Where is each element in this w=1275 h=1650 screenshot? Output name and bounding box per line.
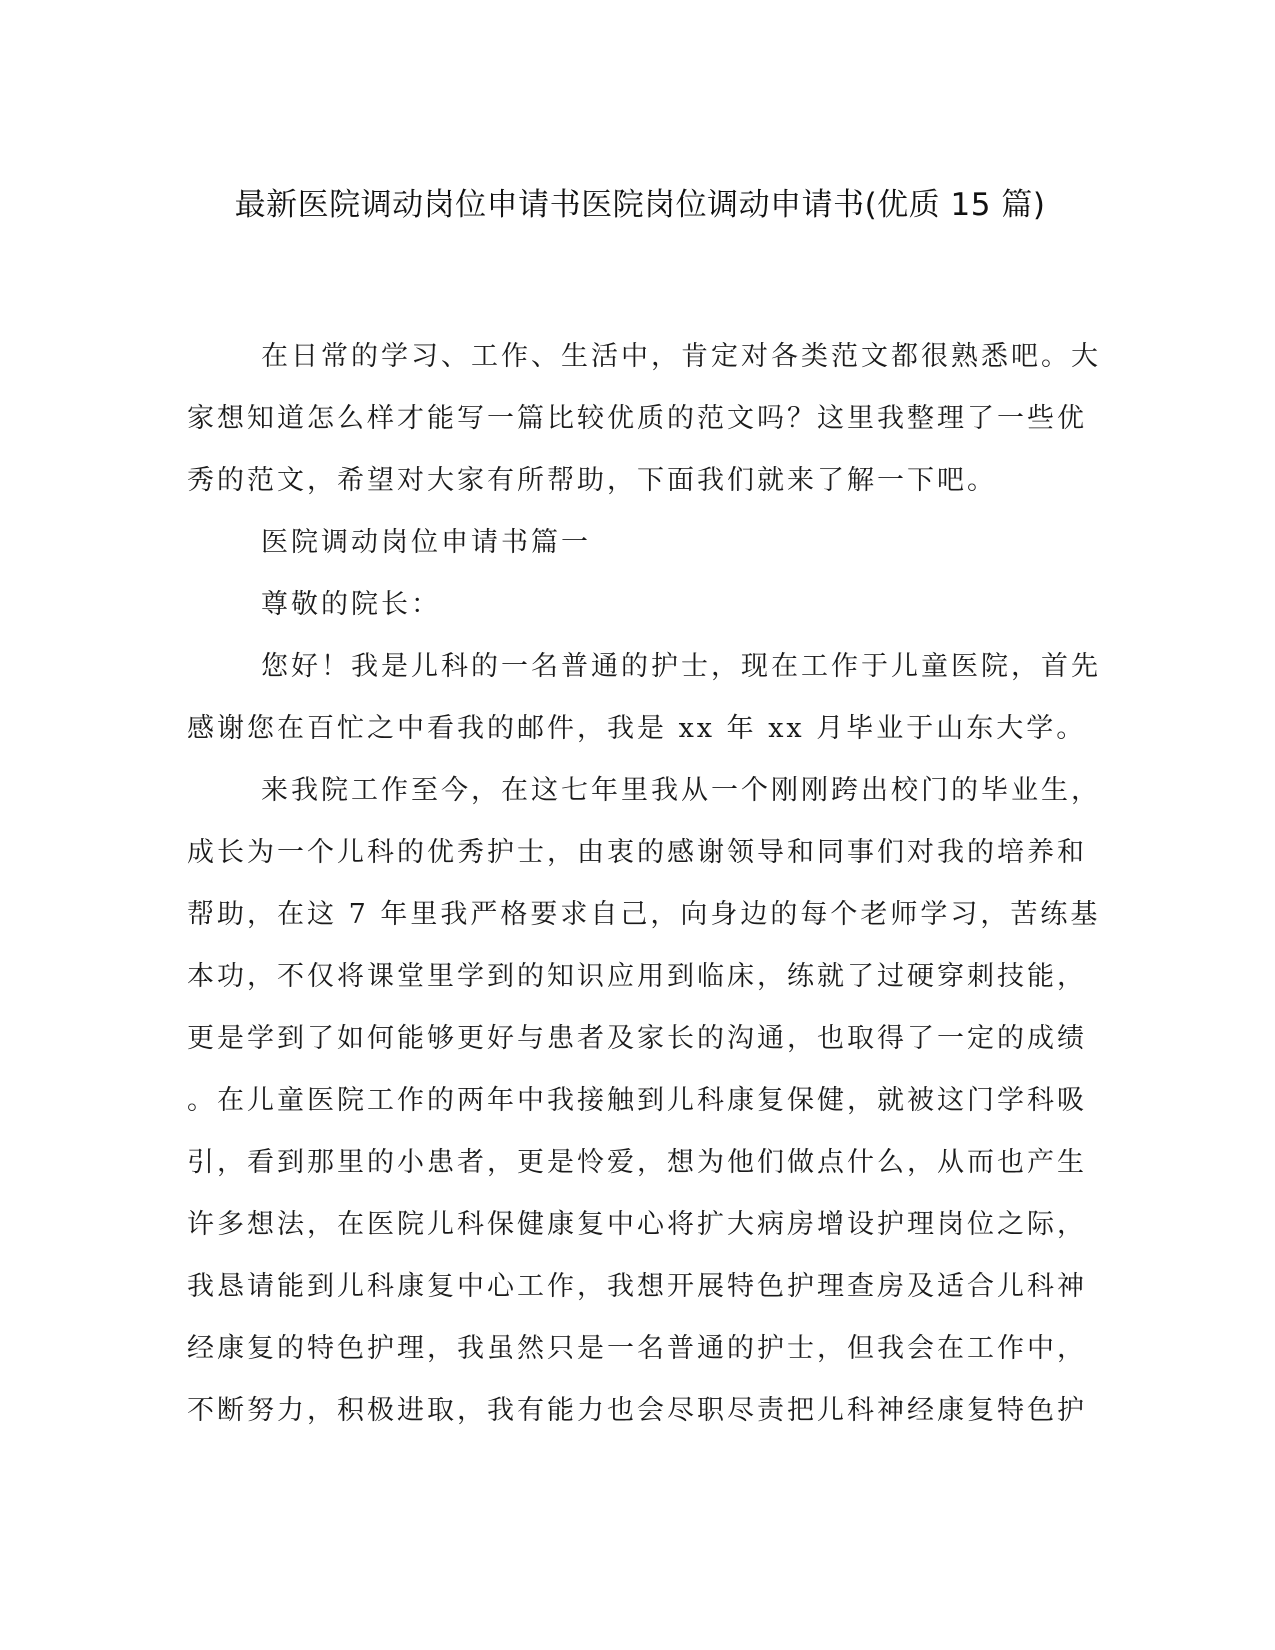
paragraph-line: 许多想法，在医院儿科保健康复中心将扩大病房增设护理岗位之际， (187, 1209, 1087, 1240)
paragraph-line: 感谢您在百忙之中看我的邮件，我是 xx 年 xx 月毕业于山东大学。 (187, 713, 1087, 744)
paragraph-line: 更是学到了如何能够更好与患者及家长的沟通，也取得了一定的成绩 (187, 1023, 1087, 1054)
paragraph-line: 我恳请能到儿科康复中心工作，我想开展特色护理查房及适合儿科神 (187, 1271, 1087, 1302)
document-title: 最新医院调动岗位申请书医院岗位调动申请书(优质 15 篇) (234, 187, 1046, 223)
paragraph-line: 不断努力，积极进取，我有能力也会尽职尽责把儿科神经康复特色护 (187, 1395, 1087, 1426)
paragraph-line: 。在儿童医院工作的两年中我接触到儿科康复保健，就被这门学科吸 (187, 1085, 1087, 1116)
salutation: 尊敬的院长： (261, 589, 441, 620)
paragraph-line: 秀的范文，希望对大家有所帮助，下面我们就来了解一下吧。 (187, 465, 997, 496)
paragraph-line: 来我院工作至今，在这七年里我从一个刚刚跨出校门的毕业生， (261, 775, 1101, 806)
paragraph-line: 引，看到那里的小患者，更是怜爱，想为他们做点什么，从而也产生 (187, 1147, 1087, 1178)
paragraph-line: 您好！我是儿科的一名普通的护士，现在工作于儿童医院，首先 (261, 651, 1101, 682)
paragraph-line: 成长为一个儿科的优秀护士，由衷的感谢领导和同事们对我的培养和 (187, 837, 1087, 868)
paragraph-line: 经康复的特色护理，我虽然只是一名普通的护士，但我会在工作中， (187, 1333, 1087, 1364)
section-heading: 医院调动岗位申请书篇一 (261, 527, 591, 558)
paragraph-line: 家想知道怎么样才能写一篇比较优质的范文吗？这里我整理了一些优 (187, 403, 1087, 434)
document-body (187, 326, 1101, 1442)
paragraph-line: 本功，不仅将课堂里学到的知识应用到临床，练就了过硬穿刺技能， (187, 961, 1087, 992)
paragraph-line: 在日常的学习、工作、生活中，肯定对各类范文都很熟悉吧。大 (261, 341, 1101, 372)
paragraph-line: 帮助，在这 7 年里我严格要求自己，向身边的每个老师学习，苦练基 (187, 899, 1101, 930)
